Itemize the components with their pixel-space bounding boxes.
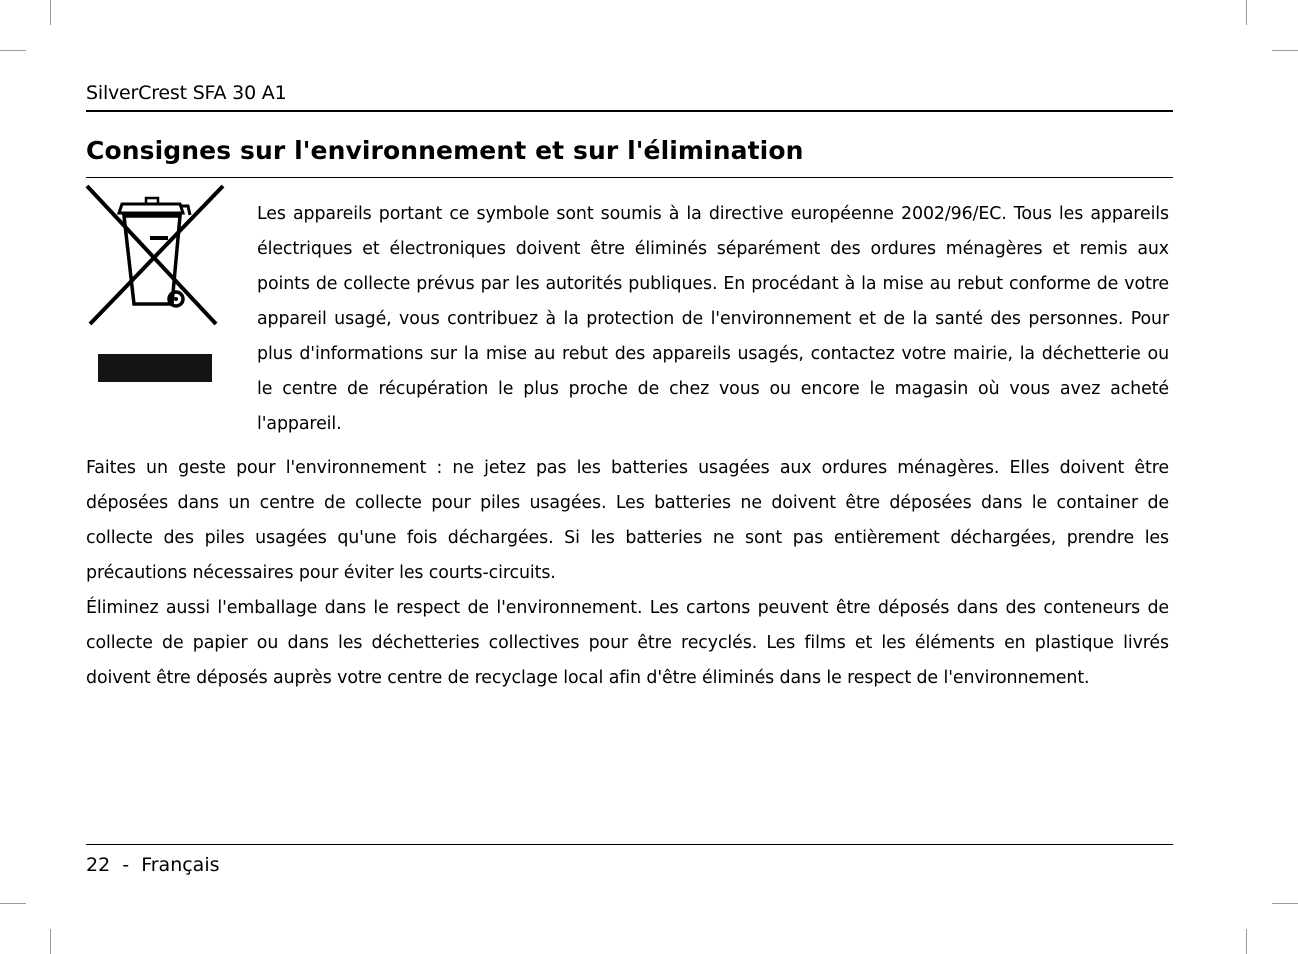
crop-mark — [50, 929, 51, 954]
crop-mark — [0, 903, 26, 904]
footer-rule — [86, 844, 1173, 845]
crop-mark — [1272, 50, 1298, 51]
crop-mark — [1246, 929, 1247, 954]
weee-black-bar — [98, 354, 212, 382]
paragraph-weee-directive: Les appareils portant ce symbole sont soumis à la directive européenne 2002/96/EC. Tous les appareils électriques et électroniques doivent être éliminés séparément des ordures ménagères et remis aux points de collecte prévus par les autorités publiques. En procédant à la mise au rebut conforme de votre appareil usagé, vous contribuez à la protection de l'environnement et de la santé des personnes. Pour plus d'informations sur la mise au rebut des appareils usagés, contactez votre mairie, la déchetterie ou le centre de récupération le plus proche de chez vous ou encore le magasin où vous avez acheté l'appareil. — [257, 204, 1169, 434]
paragraph-packaging: Éliminez aussi l'emballage dans le respect de l'environnement. Les cartons peuvent être déposés dans des conteneurs de collecte de papier ou dans les déchetteries collectives pour être recyclés. Les films et les éléments en plastique livrés doivent être déposés auprès votre centre de recyclage local afin d'être éliminés dans le respect de l'environnement. — [86, 598, 1169, 688]
section-title: Consignes sur l'environnement et sur l'élimination — [86, 136, 804, 165]
header-rule — [86, 110, 1173, 112]
crossed-out-wheelie-bin-icon — [84, 182, 228, 388]
crop-mark — [1246, 0, 1247, 25]
crop-mark — [0, 50, 26, 51]
title-rule — [86, 177, 1173, 178]
paragraph-batteries: Faites un geste pour l'environnement : ne jetez pas les batteries usagées aux ordures ménagères. Elles doivent être déposées dans un centre de collecte pour piles usagées. Les batteries ne doivent être déposées dans le container de collecte des piles usagées qu'une fois déchargées. Si les batteries ne sont pas entièrement déchargées, prendre les précautions nécessaires pour éviter les courts-circuits. — [86, 458, 1169, 583]
crop-mark — [1272, 903, 1298, 904]
crop-mark — [50, 0, 51, 25]
page-footer: 22 - Français — [86, 854, 220, 876]
running-header: SilverCrest SFA 30 A1 — [86, 82, 287, 104]
